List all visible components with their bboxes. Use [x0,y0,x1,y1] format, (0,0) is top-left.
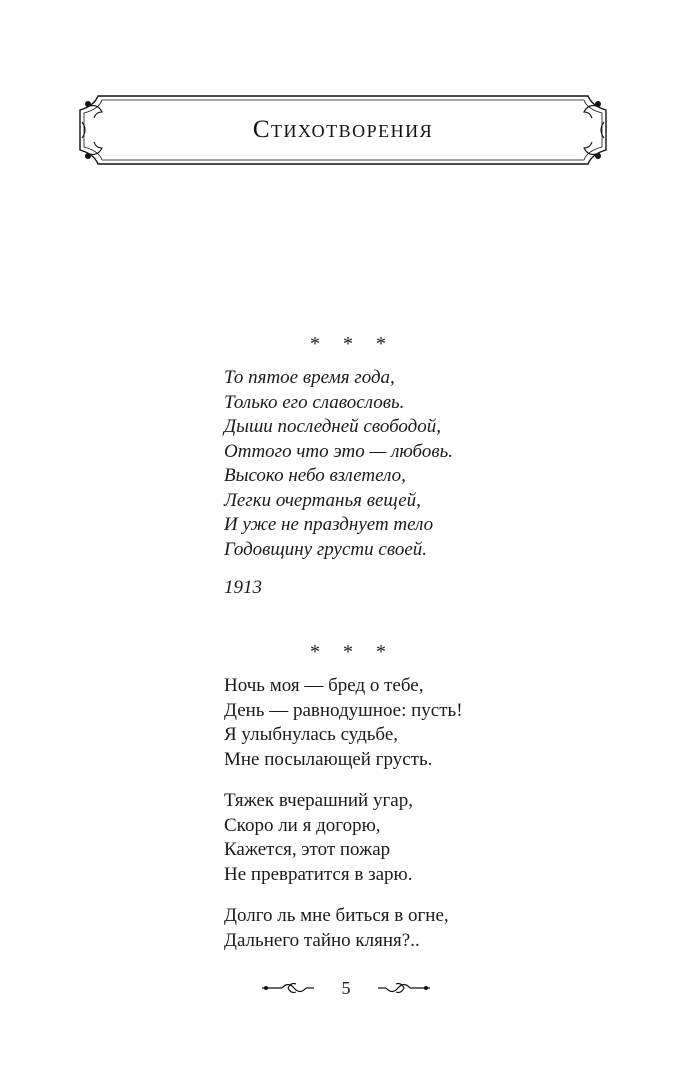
poem-line: Скоро ли я догорю, [224,814,381,836]
poem-line: Только его славословь. [224,391,405,413]
poem-line: Тяжек вчерашний угар, [224,790,413,811]
poem-line: Долго ль мне биться в огне, [224,905,449,926]
poem-line: И уже не празднует тело [224,514,434,535]
section-header [76,92,610,168]
poem-line: То пятое время года, [224,367,395,388]
poem-line: Кажется, этот пожар [224,839,391,860]
stanza [224,789,584,887]
poem-date: 1913 [224,577,262,598]
poem-line: Оттого что это — любовь. [224,440,453,462]
page-number: 5 [341,978,351,998]
poem-line: Годовщину грусти своей. [224,538,427,560]
poem-line: Ночь моя — бред о тебе, [224,675,424,696]
poem-line: Легки очертанья вещей, [224,489,421,511]
asterism: * * * [310,641,395,663]
flourish-ornament-icon [376,980,432,996]
poem-line: Не превратится в зарю. [224,863,413,885]
poem [224,332,584,600]
poem-line: Дальнего тайно кляня?.. [224,929,420,951]
poem-line: День — равнодушное: пусть! [224,699,463,721]
section-title: Стихотворения [252,116,434,143]
poem-line: Я улыбнулась судьбе, [224,724,399,745]
stanza [224,674,584,772]
poem [224,640,584,953]
poem-line: Мне посылающей грусть. [224,748,433,770]
stanza [224,904,584,953]
poem-line: Высоко небо взлетело, [224,465,406,486]
stanza [224,366,584,562]
poem-line: Дыши последней свободой, [224,416,442,437]
asterism: * * * [310,333,395,355]
page-footer [260,974,432,1002]
